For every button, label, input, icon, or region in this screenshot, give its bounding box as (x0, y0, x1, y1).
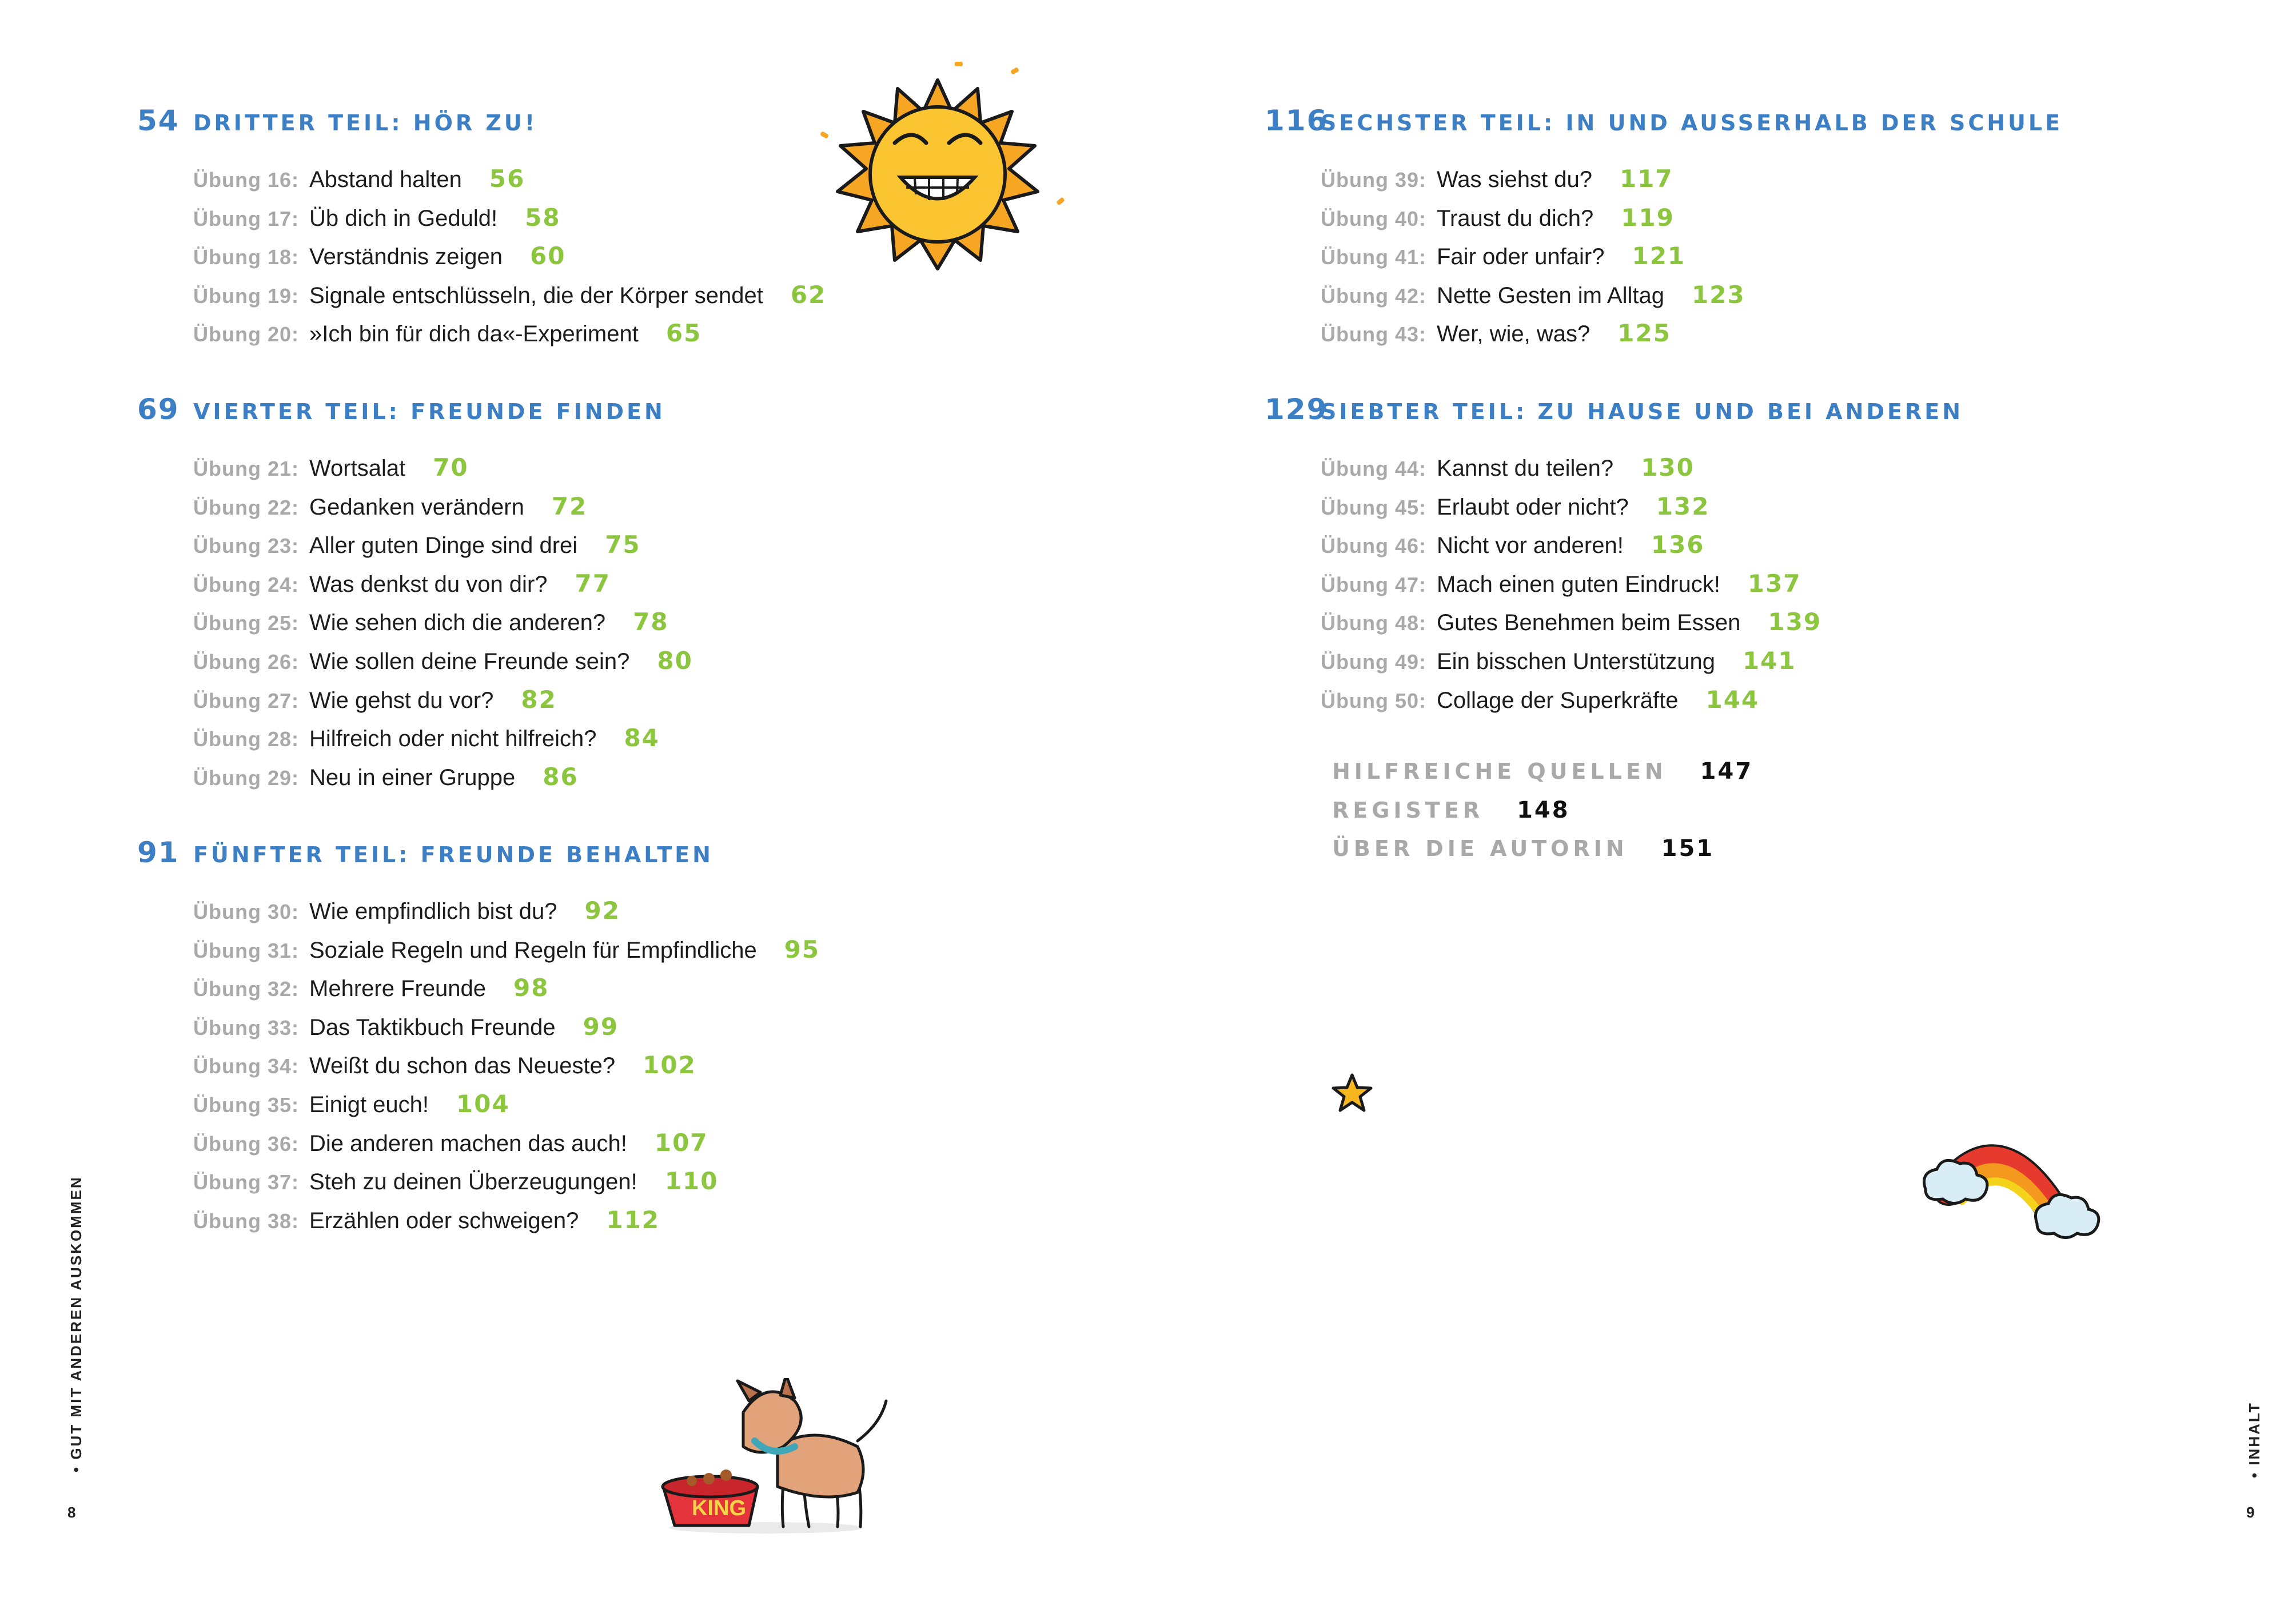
section-page-number: 91 (137, 836, 180, 869)
exercise-page: 107 (654, 1128, 708, 1157)
toc-entry-register[interactable] (1332, 797, 1753, 836)
exercise-page: 84 (624, 724, 660, 752)
exercise-label: Übung 42: (1321, 284, 1426, 308)
exercise-page: 104 (456, 1089, 510, 1118)
exercise-label: Übung 16: (193, 168, 299, 192)
back-matter-label: HILFREICHE QUELLEN (1332, 759, 1667, 784)
exercise-page: 137 (1747, 569, 1801, 598)
page-number: 9 (2246, 1504, 2255, 1521)
exercise-page: 102 (643, 1051, 696, 1080)
section-page-number: 69 (137, 393, 180, 426)
exercise-label: Übung 29: (193, 766, 299, 790)
toc-section-dritter-teil (137, 104, 826, 358)
exercise-page: 121 (1632, 242, 1686, 270)
toc-entry[interactable] (193, 281, 826, 320)
exercise-label: Übung 49: (1321, 650, 1426, 674)
back-matter-list (1332, 758, 1753, 874)
toc-entry[interactable] (193, 1167, 820, 1206)
exercise-page: 144 (1705, 685, 1760, 714)
exercise-page: 80 (657, 646, 693, 675)
exercise-label: Übung 23: (193, 534, 299, 558)
toc-entry[interactable] (1321, 319, 2063, 358)
exercise-page: 70 (433, 453, 469, 481)
toc-entry[interactable] (1321, 204, 2063, 242)
exercise-label: Übung 31: (193, 938, 299, 962)
toc-entry[interactable] (193, 1051, 820, 1090)
exercise-label: Übung 44: (1321, 457, 1426, 480)
exercise-page: 132 (1656, 492, 1710, 520)
section-page-number: 54 (137, 104, 180, 137)
exercise-title: Abstand halten (309, 167, 462, 192)
exercise-title: Verständnis zeigen (309, 244, 503, 270)
toc-entry[interactable] (1321, 608, 1963, 647)
toc-entry[interactable] (1321, 686, 1963, 724)
right-page (1148, 0, 2296, 1621)
exercise-title: Einigt euch! (309, 1092, 429, 1117)
toc-entry[interactable] (193, 492, 693, 531)
exercise-page: 141 (1742, 646, 1796, 675)
exercise-title: Wer, wie, was? (1437, 321, 1591, 347)
toc-entry[interactable] (193, 1206, 820, 1245)
toc-section-fuenfter-teil (137, 836, 820, 1244)
toc-entry[interactable] (193, 453, 693, 492)
section-heading[interactable] (1265, 104, 2063, 144)
back-matter-page: 151 (1661, 835, 1715, 862)
exercise-title: Signale entschlüsseln, die der Körper sendet (309, 282, 763, 308)
exercise-page: 99 (583, 1012, 619, 1041)
toc-entry[interactable] (193, 974, 820, 1013)
exercise-label: Übung 18: (193, 245, 299, 269)
toc-entry[interactable] (193, 1090, 820, 1129)
exercise-page: 119 (1621, 203, 1675, 232)
toc-entry[interactable] (193, 608, 693, 647)
exercise-label: Übung 43: (1321, 322, 1426, 346)
exercise-page: 112 (606, 1205, 660, 1234)
exercise-title: Collage der Superkräfte (1437, 687, 1679, 713)
exercise-title: Neu in einer Gruppe (309, 764, 516, 790)
exercise-page: 65 (665, 319, 702, 348)
dog-eating-illustration (652, 1378, 915, 1538)
toc-entry[interactable] (193, 935, 820, 974)
exercise-label: Übung 37: (193, 1170, 299, 1194)
section-heading[interactable] (1265, 393, 1963, 433)
exercise-label: Übung 50: (1321, 688, 1426, 712)
back-matter-page: 148 (1517, 796, 1570, 823)
page-number: 8 (67, 1504, 76, 1521)
exercise-label: Übung 25: (193, 611, 299, 635)
exercise-label: Übung 28: (193, 727, 299, 751)
toc-entry[interactable] (193, 242, 826, 281)
section-title: DRITTER TEIL: HÖR ZU! (193, 110, 538, 136)
exercise-title: Mehrere Freunde (309, 976, 487, 1002)
exercise-title: Aller guten Dinge sind drei (309, 533, 578, 559)
exercise-title: Das Taktikbuch Freunde (309, 1014, 556, 1040)
exercise-title: Wie sollen deine Freunde sein? (309, 648, 630, 674)
exercise-page: 60 (530, 242, 566, 270)
exercise-label: Übung 32: (193, 977, 299, 1001)
section-title: VIERTER TEIL: FREUNDE FINDEN (193, 399, 665, 424)
exercise-page: 58 (525, 203, 561, 232)
toc-entry[interactable] (1321, 569, 1963, 608)
toc-section-sechster-teil (1265, 104, 2063, 358)
exercise-title: Nette Gesten im Alltag (1437, 282, 1664, 308)
exercise-title: Wie gehst du vor? (309, 687, 494, 713)
rainbow-illustration (1914, 1132, 2120, 1258)
exercise-page: 117 (1619, 165, 1673, 193)
toc-entry[interactable] (193, 897, 820, 935)
exercise-title: Gedanken verändern (309, 494, 524, 520)
exercise-title: Die anderen machen das auch! (309, 1130, 627, 1156)
exercise-page: 98 (513, 974, 549, 1002)
toc-entry[interactable] (193, 569, 693, 608)
exercise-label: Übung 34: (193, 1054, 299, 1078)
exercise-page: 92 (584, 897, 620, 925)
exercise-label: Übung 24: (193, 572, 299, 596)
toc-entry[interactable] (1321, 647, 1963, 686)
toc-entry[interactable] (193, 204, 826, 242)
exercise-page: 75 (605, 531, 641, 559)
exercise-label: Übung 27: (193, 688, 299, 712)
toc-entry[interactable] (193, 319, 826, 358)
exercise-label: Übung 19: (193, 284, 299, 308)
exercise-label: Übung 45: (1321, 495, 1426, 519)
toc-entry[interactable] (1321, 531, 1963, 569)
exercise-label: Übung 38: (193, 1209, 299, 1233)
section-heading[interactable] (137, 104, 826, 144)
exercise-title: Erlaubt oder nicht? (1437, 494, 1629, 520)
exercise-title: Erzählen oder schweigen? (309, 1208, 579, 1233)
exercise-title: Was siehst du? (1437, 167, 1592, 192)
exercise-page: 56 (489, 165, 525, 193)
exercise-label: Übung 36: (193, 1132, 299, 1156)
exercise-page: 77 (575, 569, 611, 598)
exercise-label: Übung 46: (1321, 534, 1426, 558)
exercise-title: »Ich bin für dich da«-Experiment (309, 321, 639, 347)
exercise-title: Wie empfindlich bist du? (309, 899, 557, 924)
exercise-label: Übung 47: (1321, 572, 1426, 596)
toc-entry[interactable] (193, 647, 693, 686)
exercise-page: 72 (551, 492, 588, 520)
exercise-page: 125 (1617, 319, 1671, 348)
toc-entry[interactable] (1321, 165, 2063, 204)
section-page-number: 116 (1265, 104, 1328, 137)
exercise-page: 95 (784, 935, 820, 963)
running-head: • GUT MIT ANDEREN AUSKOMMEN (67, 1176, 85, 1472)
running-head: • INHALT (2246, 1401, 2263, 1478)
section-heading[interactable] (137, 393, 693, 433)
toc-entry[interactable] (1321, 492, 1963, 531)
toc-entry[interactable] (193, 165, 826, 204)
exercise-title: Traust du dich? (1437, 205, 1594, 231)
exercise-title: Soziale Regeln und Regeln für Empfindliche (309, 937, 757, 963)
exercise-label: Übung 17: (193, 206, 299, 230)
bowl-label: KING (692, 1496, 746, 1520)
exercise-label: Übung 20: (193, 322, 299, 346)
exercise-page: 82 (521, 685, 557, 714)
toc-entry[interactable] (1321, 242, 2063, 281)
section-page-number: 129 (1265, 393, 1328, 426)
toc-entry[interactable] (1321, 453, 1963, 492)
star-icon (1331, 1073, 1373, 1113)
exercise-title: Wie sehen dich die anderen? (309, 610, 606, 636)
exercise-title: Üb dich in Geduld! (309, 205, 498, 231)
exercise-label: Übung 30: (193, 900, 299, 923)
exercise-page: 86 (543, 762, 579, 791)
exercise-page: 139 (1768, 608, 1822, 636)
toc-entry[interactable] (193, 531, 693, 569)
back-matter-page: 147 (1700, 758, 1753, 784)
back-matter-label: REGISTER (1332, 797, 1484, 823)
exercise-title: Weißt du schon das Neueste? (309, 1053, 616, 1079)
back-matter-label: ÜBER DIE AUTORIN (1332, 836, 1628, 862)
section-title: FÜNFTER TEIL: FREUNDE BEHALTEN (193, 842, 713, 867)
exercise-title: Fair oder unfair? (1437, 244, 1605, 270)
exercise-page: 62 (790, 280, 827, 309)
toc-entry-ueber-die-autorin[interactable] (1332, 835, 1753, 874)
toc-entry[interactable] (1321, 281, 2063, 320)
exercise-title: Wortsalat (309, 456, 406, 481)
exercise-page: 130 (1641, 453, 1695, 481)
exercise-title: Kannst du teilen? (1437, 456, 1614, 481)
toc-entry[interactable] (193, 1129, 820, 1168)
toc-entry-hilfreiche-quellen[interactable] (1332, 758, 1753, 797)
section-heading[interactable] (137, 836, 820, 876)
exercise-title: Mach einen guten Eindruck! (1437, 571, 1720, 597)
exercise-title: Ein bisschen Unterstützung (1437, 648, 1715, 674)
section-title: SECHSTER TEIL: IN UND AUSSERHALB DER SCHULE (1321, 110, 2063, 136)
toc-entry[interactable] (193, 1013, 820, 1052)
exercise-label: Übung 40: (1321, 206, 1426, 230)
exercise-title: Gutes Benehmen beim Essen (1437, 610, 1741, 636)
section-title: SIEBTER TEIL: ZU HAUSE UND BEI ANDEREN (1321, 399, 1964, 424)
exercise-title: Steh zu deinen Überzeugungen! (309, 1169, 637, 1195)
exercise-label: Übung 35: (193, 1093, 299, 1117)
exercise-title: Nicht vor anderen! (1437, 533, 1624, 559)
toc-entry[interactable] (193, 686, 693, 724)
exercise-label: Übung 39: (1321, 168, 1426, 192)
sun-illustration (806, 57, 1069, 286)
exercise-label: Übung 26: (193, 650, 299, 674)
toc-entry[interactable] (193, 724, 693, 763)
exercise-title: Hilfreich oder nicht hilfreich? (309, 726, 597, 752)
exercise-page: 110 (664, 1167, 719, 1196)
exercise-label: Übung 22: (193, 495, 299, 519)
toc-section-vierter-teil (137, 393, 693, 801)
exercise-label: Übung 48: (1321, 611, 1426, 635)
toc-section-siebter-teil (1265, 393, 1963, 724)
exercise-label: Übung 21: (193, 457, 299, 480)
exercise-label: Übung 41: (1321, 245, 1426, 269)
exercise-page: 136 (1651, 531, 1705, 559)
toc-entry[interactable] (193, 763, 693, 802)
exercise-page: 123 (1691, 280, 1745, 309)
exercise-title: Was denkst du von dir? (309, 571, 548, 597)
exercise-label: Übung 33: (193, 1015, 299, 1039)
exercise-page: 78 (633, 608, 669, 636)
